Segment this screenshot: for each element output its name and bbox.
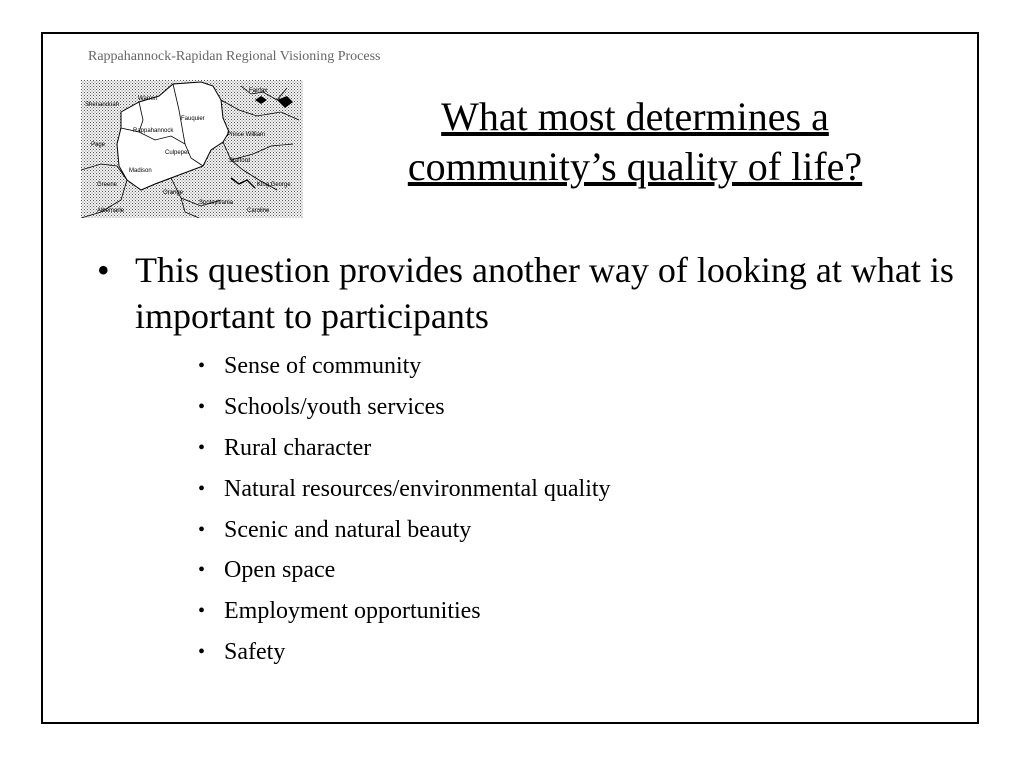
- map-label-stafford: Stafford: [229, 158, 250, 164]
- bullet-dot-icon: •: [198, 355, 206, 377]
- bullet-dot-icon: •: [198, 395, 206, 418]
- main-bullet: [97, 247, 957, 339]
- slide-title: [330, 92, 940, 192]
- map-label-culpeper: Culpeper: [165, 150, 190, 156]
- list-item-text: Natural resources/environmental quality: [224, 475, 611, 502]
- bullet-dot-icon: •: [198, 436, 206, 459]
- map-label-rappahannock: Rappahannock: [133, 128, 174, 134]
- list-item: [198, 591, 611, 632]
- bullet-dot-icon: •: [198, 600, 206, 623]
- slide-title-line-2: community’s quality of life?: [407, 144, 863, 189]
- list-item: [198, 428, 611, 469]
- map-label-fairfax: Fairfax: [249, 88, 268, 94]
- region-map: [81, 80, 303, 218]
- map-label-madison: Madison: [129, 168, 152, 174]
- map-label-orange: Orange: [163, 190, 184, 196]
- map-label-albemarle: Albemarle: [97, 208, 125, 214]
- list-item: [198, 510, 611, 551]
- bullet-dot-icon: •: [198, 559, 206, 582]
- bullet-dot-icon: •: [97, 250, 110, 290]
- list-item-text: Scenic and natural beauty: [224, 516, 472, 543]
- map-label-fauquier: Fauquier: [181, 116, 205, 122]
- map-label-king-george: King George: [257, 182, 291, 188]
- header-text: Rappahannock-Rapidan Regional Visioning Process: [88, 49, 381, 64]
- list-item: [198, 346, 611, 387]
- bullet-dot-icon: •: [198, 641, 206, 664]
- map-label-spotsylvania: Spotsylvania: [199, 200, 234, 206]
- map-label-page: Page: [91, 142, 106, 148]
- bullet-dot-icon: •: [198, 518, 206, 541]
- list-item-text: Rural character: [224, 434, 372, 461]
- map-label-prince-william: Prince William: [227, 132, 266, 138]
- map-label-warren: Warren: [138, 96, 158, 102]
- list-item: [198, 469, 611, 510]
- map-label-caroline: Caroline: [247, 208, 270, 214]
- list-item-text: Schools/youth services: [224, 393, 445, 420]
- main-bullet-text: This question provides another way of looking at what is important to participants: [135, 250, 954, 336]
- bullet-dot-icon: •: [198, 477, 206, 500]
- map-label-shenandoah: Shenandoah: [85, 102, 120, 108]
- map-label-greene: Greene: [97, 182, 118, 188]
- list-item: [198, 550, 611, 591]
- list-item-text: Employment opportunities: [224, 598, 481, 625]
- slide-title-line-1: What most determines a: [441, 94, 829, 139]
- list-item: [198, 387, 611, 428]
- list-item-text: Safety: [224, 639, 286, 666]
- list-item: [198, 632, 611, 673]
- list-item-text: Open space: [224, 557, 336, 584]
- list-item-text: Sense of community: [224, 353, 422, 379]
- sub-bullet-list: [198, 346, 611, 673]
